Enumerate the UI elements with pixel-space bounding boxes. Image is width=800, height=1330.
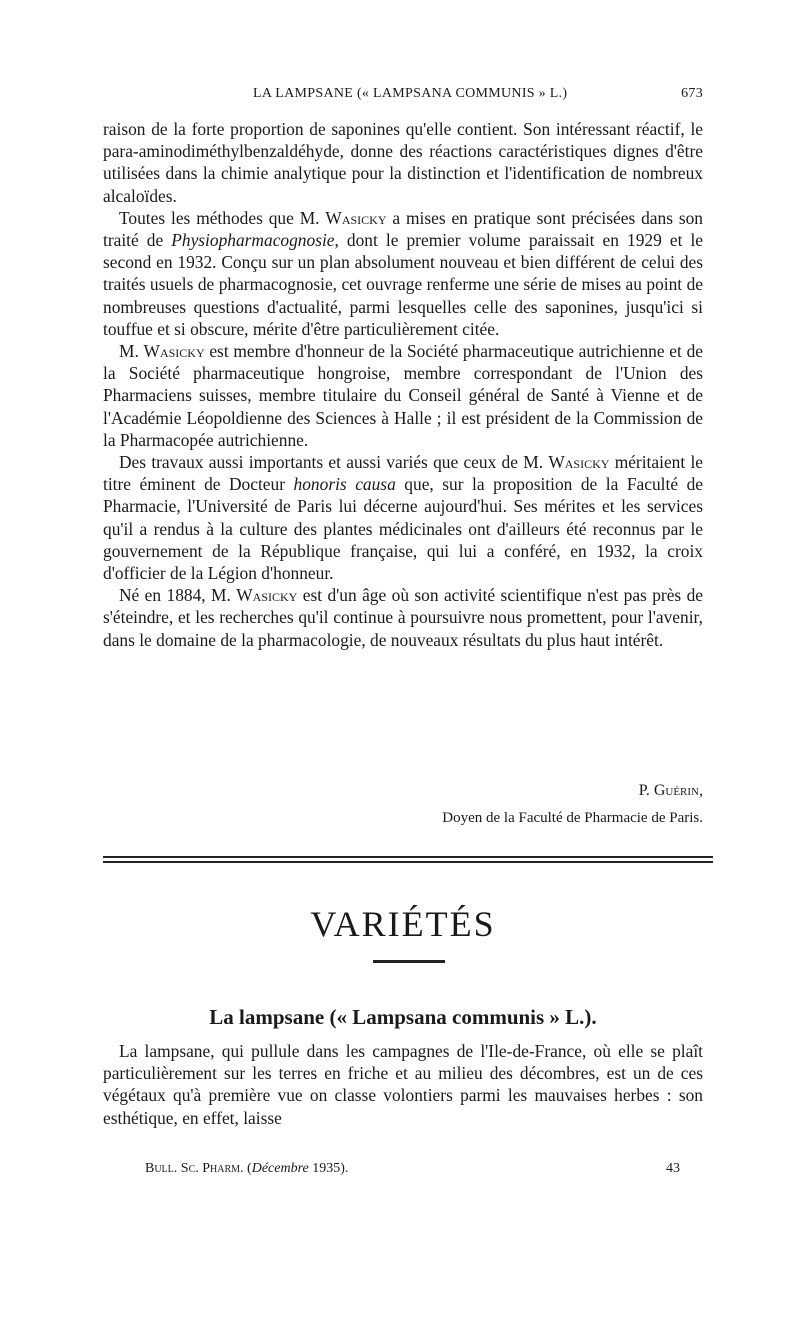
paragraph-2 bbox=[103, 207, 703, 340]
book-title: Physiopharmacognosie bbox=[171, 230, 335, 251]
signature-prefix: P. bbox=[638, 782, 654, 799]
article-body bbox=[103, 118, 703, 651]
footer-text: 1935). bbox=[308, 1161, 349, 1176]
paragraph-5 bbox=[103, 584, 703, 651]
footer-text: ( bbox=[243, 1161, 252, 1176]
article-title: La lampsane (« Lampsana communis » L.). bbox=[209, 1005, 597, 1029]
author-name: Wasicky bbox=[325, 207, 387, 228]
journal-name: Bull. Sc. Pharm. bbox=[145, 1161, 244, 1176]
paragraph-text: méritaient le titre éminent de Docteur bbox=[103, 452, 704, 495]
author-name: Wasicky bbox=[143, 341, 205, 362]
section-title: VARIÉTÉS bbox=[310, 904, 496, 944]
paragraph-text: est d'un âge où son activité scientifique n'est pas près de s'éteindre, et les recherches qu'il continue à poursuivre nous promettent, pour l'avenir, dans le domaine de la pharmacologie, de nouveaux résultats du plus haut intérêt. bbox=[103, 585, 703, 650]
signature-suffix: , bbox=[699, 782, 703, 799]
page-number: 673 bbox=[681, 86, 703, 101]
latin-phrase: honoris causa bbox=[293, 474, 396, 495]
paragraph-text: a mises en pratique sont précisées dans son traité de bbox=[103, 207, 704, 251]
footer-month: Décembre bbox=[251, 1161, 309, 1176]
paragraph-text: , dont le premier volume paraissait en 1929 et le second en 1932. Conçu sur un plan absolument nouveau et bien différent de celui des traités usuels de pharmacognosie, cet ouvrage renferme une série de mises au point de nombreuses questions d'actualité, parmi lesquelles celle des saponines, jusqu'ici si touffue et si obscure, mérite d'être particulièrement citée. bbox=[103, 230, 703, 339]
author-name: Wasicky bbox=[548, 452, 610, 473]
variety-paragraph: La lampsane, qui pullule dans les campagnes de l'Ile-de-France, où elle se plaît particulièrement sur les terres en friche et au milieu des décombres, est un de ces végétaux qu'à première vue on classe volontiers parmi les mauvaises herbes : son esthétique, en effet, laisse bbox=[103, 1041, 703, 1128]
page-footer bbox=[145, 1161, 680, 1177]
paragraph-text: raison de la forte proportion de saponines qu'elle contient. Son intéressant réactif, le para-aminodiméthylbenzaldéhyde, donne des réactions caractéristiques dignes d'être utilisées dans la chimie analytique pour la distinction et l'identification de nombreux alcaloïdes. bbox=[103, 119, 703, 206]
paragraph-text: Né en 1884, M. bbox=[119, 585, 237, 606]
signature-name bbox=[103, 782, 703, 800]
paragraph-4 bbox=[103, 451, 703, 584]
paragraph-3 bbox=[103, 340, 703, 451]
paragraph-1 bbox=[103, 118, 703, 207]
variety-body bbox=[103, 1040, 703, 1129]
author-name: Wasicky bbox=[236, 585, 298, 606]
footer-page-number: 43 bbox=[666, 1161, 680, 1176]
divider-rule-bottom bbox=[103, 861, 713, 863]
paragraph-text: M. bbox=[119, 341, 144, 362]
signatory: Guérin bbox=[653, 782, 699, 799]
signature-title: Doyen de la Faculté de Pharmacie de Paris. bbox=[442, 810, 703, 826]
paragraph-text: Des travaux aussi importants et aussi variés que ceux de M. bbox=[119, 452, 549, 473]
divider-rule-top bbox=[103, 856, 713, 858]
paragraph-text: que, sur la proposition de la Faculté de Pharmacie, l'Université de Paris lui décerne aujourd'hui. Ses mérites et les services qu'il a rendus à la culture des plantes médicinales ont d'ailleurs été reconnus par le gouvernement de la République française, qui lui a conféré, en 1932, la croix d'officier de la Légion d'honneur. bbox=[103, 474, 703, 584]
running-title: LA LAMPSANE (« LAMPSANA COMMUNIS » L.) bbox=[253, 86, 568, 101]
paragraph-text: est membre d'honneur de la Société pharmaceutique autrichienne et de la Société pharmaceutique hongroise, membre correspondant de l'Union des Pharmaciens suisses, membre titulaire du Conseil général de Santé à Vienne et de l'Académie Léopoldienne des Sciences à Halle ; il est président de la Commission de la Pharmacopée autrichienne. bbox=[103, 341, 703, 450]
paragraph-text: Toutes les méthodes que M. bbox=[119, 207, 326, 228]
section-underline bbox=[373, 960, 445, 963]
